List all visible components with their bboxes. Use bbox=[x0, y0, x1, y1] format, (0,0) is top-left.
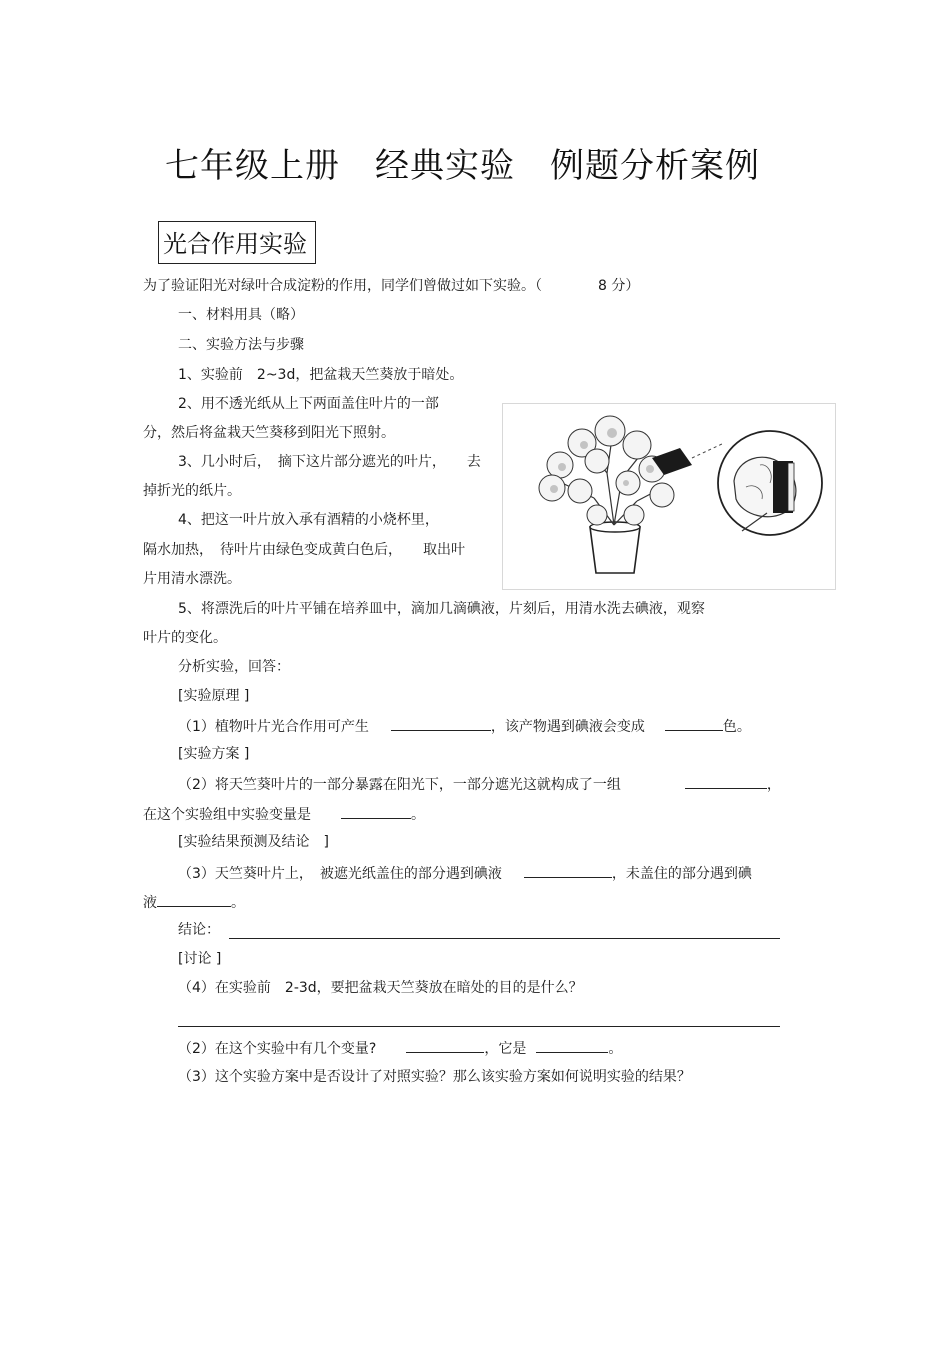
step-3-line-2: 掉折光的纸片。 bbox=[143, 483, 241, 499]
question-5-text-b: ，它是 bbox=[484, 1041, 527, 1057]
page-title: 七年级上册 经典实验 例题分析案例 bbox=[165, 146, 760, 186]
question-3-text-c: 液 bbox=[143, 895, 157, 911]
answer-blank-uncovered-part[interactable] bbox=[157, 892, 231, 907]
answer-blank-variable[interactable] bbox=[341, 804, 411, 819]
question-5-text-c: 。 bbox=[608, 1041, 623, 1057]
plan-heading: [实验方案 ] bbox=[178, 746, 250, 762]
question-2-text-c: 在这个实验组中实验变量是 bbox=[143, 807, 311, 823]
answer-blank-color[interactable] bbox=[665, 716, 723, 731]
answer-blank-variable-name[interactable] bbox=[536, 1038, 608, 1053]
question-4: （4）在实验前 2-3d，要把盆栽天竺葵放在暗处的目的是什么？ bbox=[178, 980, 583, 996]
question-3-text-b: ，未盖住的部分遇到碘 bbox=[611, 866, 752, 882]
conclusion-answer-line[interactable] bbox=[229, 938, 780, 939]
method-heading: 二、实验方法与步骤 bbox=[178, 337, 304, 353]
step-4-line-1: 4、把这一叶片放入承有酒精的小烧杯里， bbox=[178, 512, 439, 528]
question-3-text-d: 。 bbox=[231, 895, 245, 911]
step-5-line-1: 5、将漂洗后的叶片平铺在培养皿中，滴加几滴碘液，片刻后，用清水洗去碘液，观察 bbox=[178, 601, 705, 617]
answer-blank-product[interactable] bbox=[391, 716, 491, 731]
section-title: 光合作用实验 bbox=[158, 221, 316, 264]
question-5 bbox=[178, 1038, 622, 1058]
question-2-line-2 bbox=[143, 804, 425, 824]
answer-blank-variable-count[interactable] bbox=[406, 1038, 484, 1053]
step-3-line-1: 3、几小时后， 摘下这片部分遮光的叶片， 去 bbox=[178, 454, 481, 470]
question-1 bbox=[178, 716, 751, 736]
conclusion-label: 结论： bbox=[178, 922, 220, 938]
question-2-line-1 bbox=[178, 774, 781, 794]
question-1-text-c: 色。 bbox=[722, 719, 751, 735]
question-3-text-a: （3）天竺葵叶片上， 被遮光纸盖住的部分遇到碘液 bbox=[178, 866, 502, 882]
question-6: （3）这个实验方案中是否设计了对照实验？那么该实验方案如何说明实验的结果？ bbox=[178, 1069, 691, 1085]
question-2-text-a: （2）将天竺葵叶片的一部分暴露在阳光下，一部分遮光这就构成了一组 bbox=[178, 777, 621, 793]
step-2-line-1: 2、用不透光纸从上下两面盖住叶片的一部 bbox=[178, 396, 439, 412]
intro-text: 为了验证阳光对绿叶合成淀粉的作用，同学们曾做过如下实验。（ 8 分） bbox=[143, 278, 640, 294]
question-3-line-2 bbox=[143, 892, 245, 912]
question-1-text-a: （1）植物叶片光合作用可产生 bbox=[178, 719, 369, 735]
question-2-text-b: ， bbox=[766, 777, 781, 793]
discussion-heading: [讨论 ] bbox=[178, 951, 222, 967]
step-2-line-2: 分，然后将盆栽天竺葵移到阳光下照射。 bbox=[143, 425, 395, 441]
question-2-text-d: 。 bbox=[411, 807, 425, 823]
step-1: 1、实验前 2~3d，把盆栽天竺葵放于暗处。 bbox=[178, 367, 464, 383]
question-5-text-a: （2）在这个实验中有几个变量? bbox=[178, 1041, 377, 1057]
result-heading: [实验结果预测及结论 ] bbox=[178, 834, 329, 850]
analysis-prompt: 分析实验，回答： bbox=[178, 659, 290, 675]
question-3-line-1 bbox=[178, 863, 752, 883]
step-5-line-2: 叶片的变化。 bbox=[143, 630, 227, 646]
step-4-line-2: 隔水加热， 待叶片由绿色变成黄白色后， 取出叶 bbox=[143, 542, 465, 558]
geranium-experiment-illustration bbox=[502, 403, 836, 590]
answer-blank-covered-part[interactable] bbox=[524, 863, 612, 878]
materials-text: 一、材料用具（略） bbox=[178, 307, 304, 323]
principle-heading: [实验原理 ] bbox=[178, 688, 250, 704]
question-4-answer-line[interactable] bbox=[178, 1026, 780, 1027]
question-1-text-b: ，该产物遇到碘液会变成 bbox=[490, 719, 645, 735]
answer-blank-experiment-group[interactable] bbox=[685, 774, 767, 789]
step-4-line-3: 片用清水漂洗。 bbox=[143, 571, 241, 587]
